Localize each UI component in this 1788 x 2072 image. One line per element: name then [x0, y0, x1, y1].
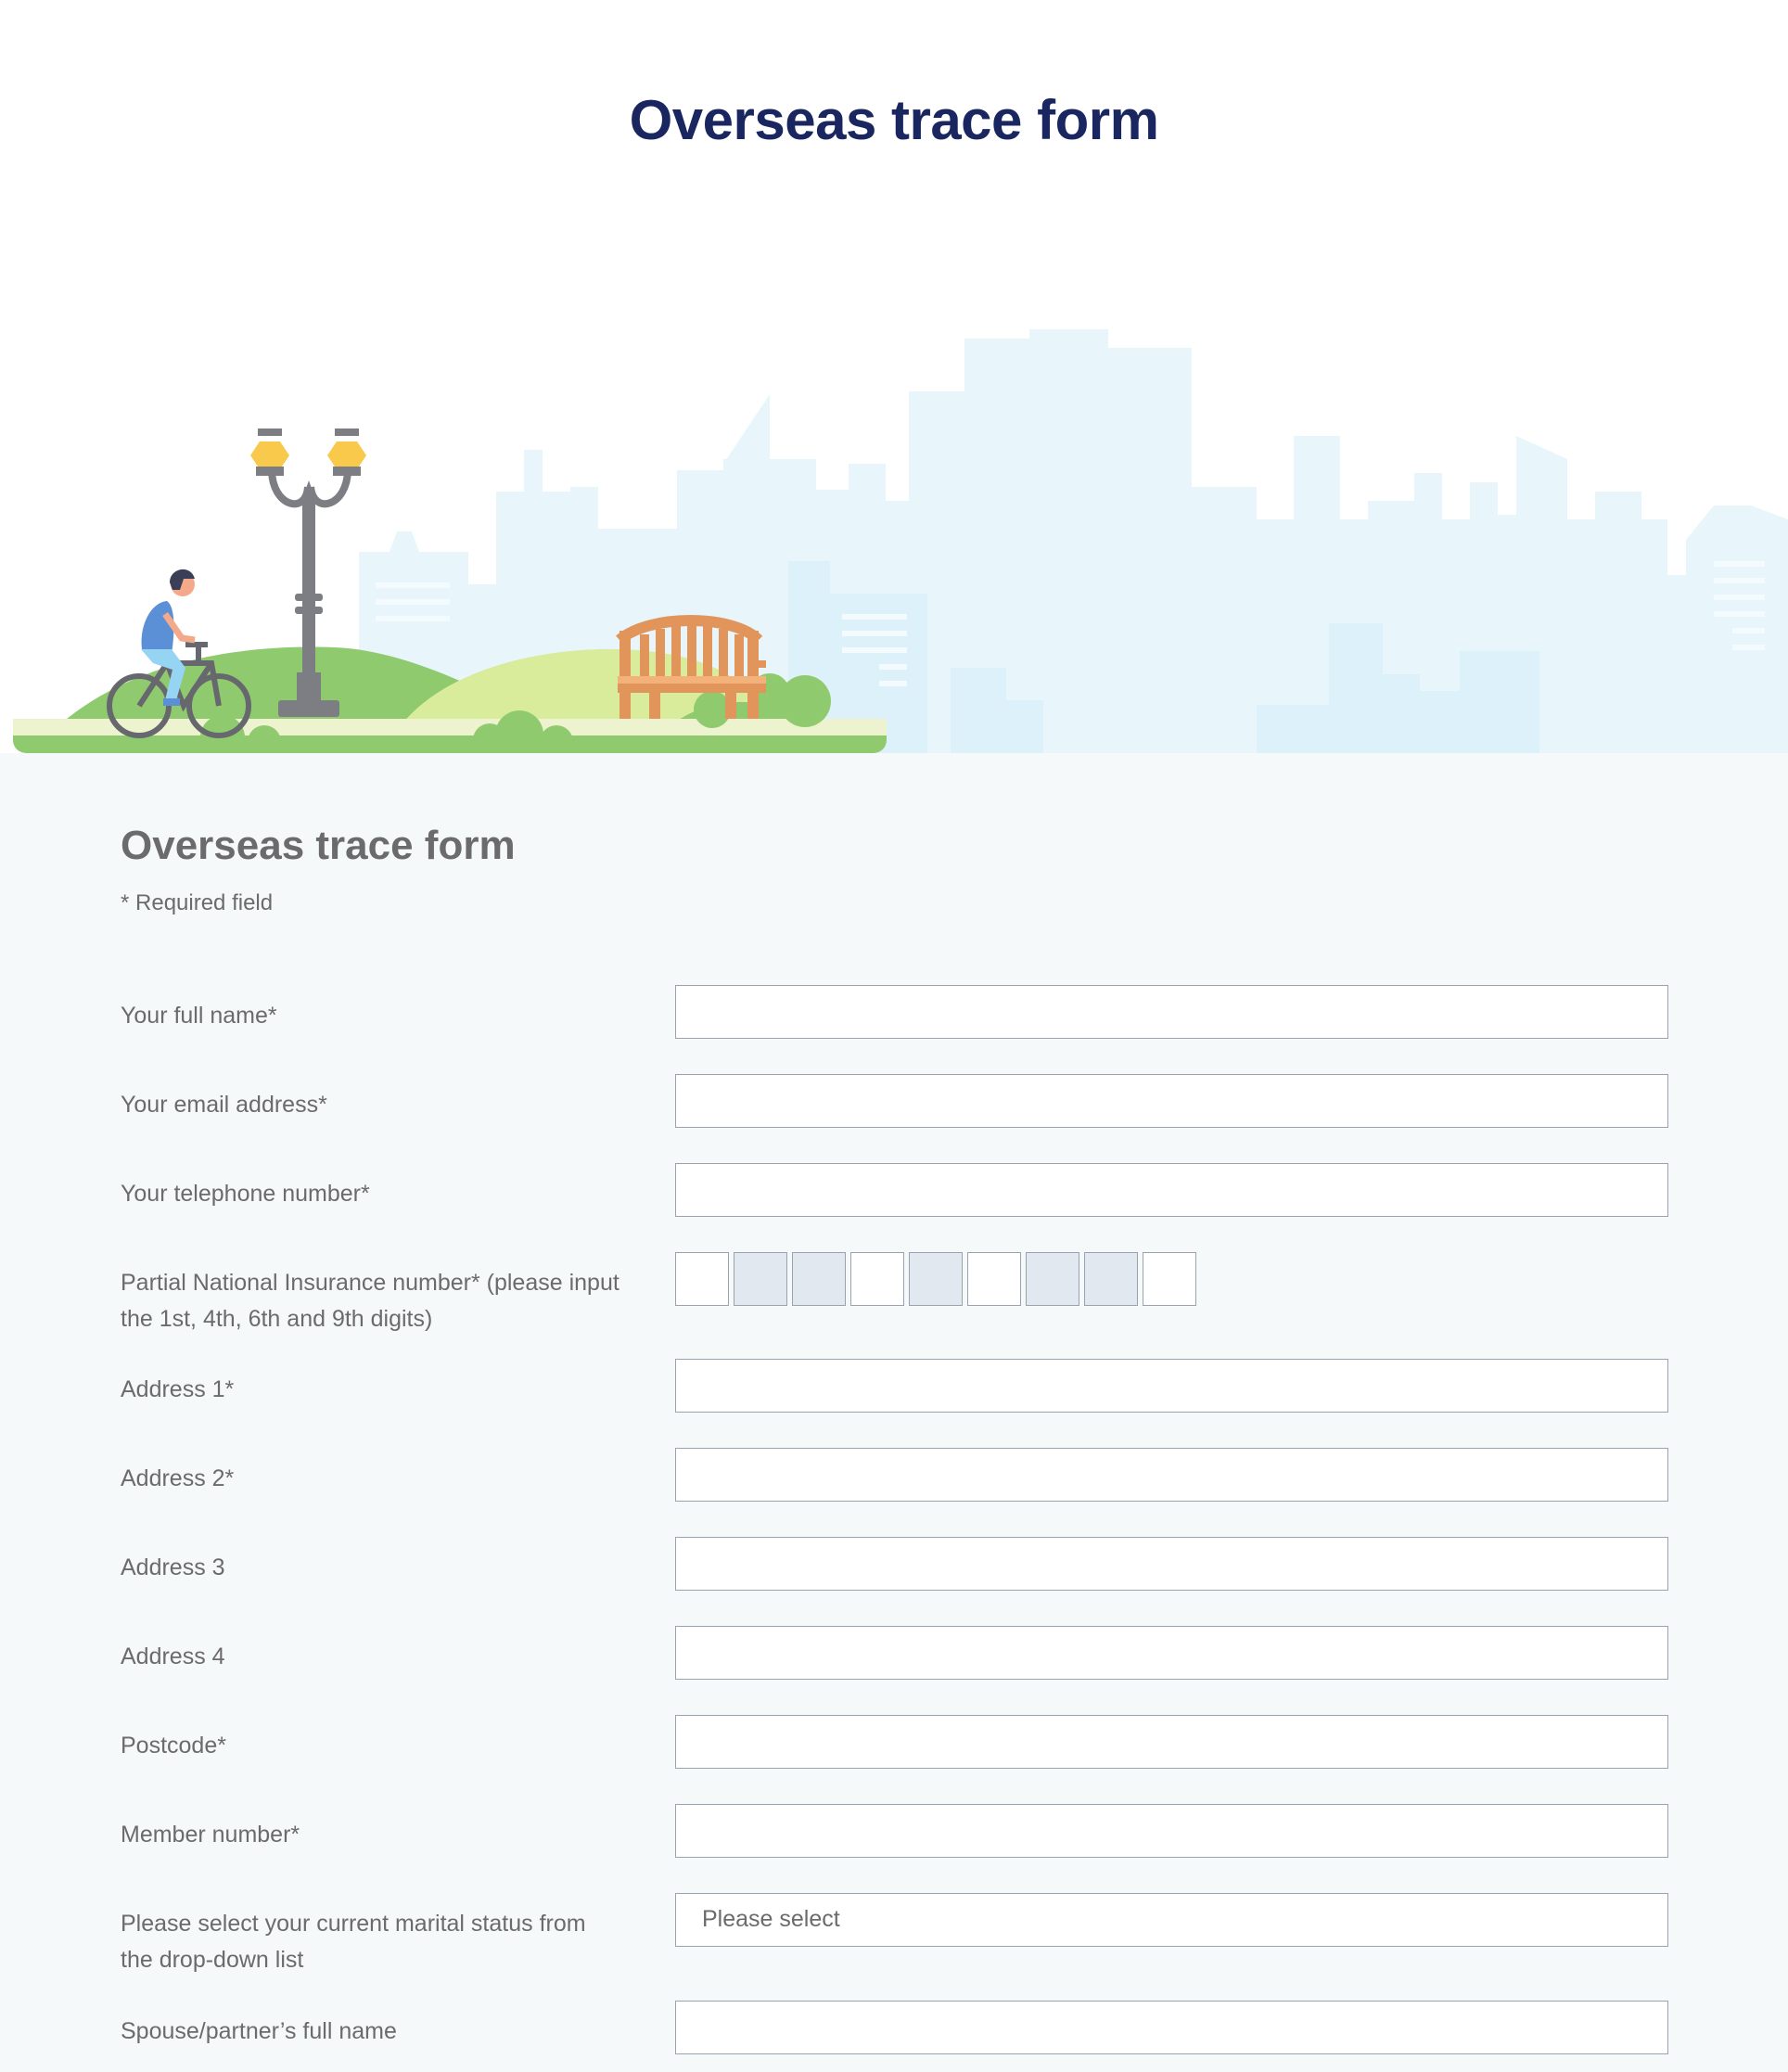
ni-number-label: Partial National Insurance number* (please input the 1st, 4th, 6th and 9th digits): [121, 1270, 619, 1332]
hero-illustration: [0, 185, 1788, 753]
ni-digit-4-input[interactable]: [850, 1252, 904, 1306]
spouse-name-label: Spouse/partner’s full name: [121, 2018, 397, 2044]
telephone-label: Your telephone number*: [121, 1181, 370, 1207]
full-name-label: Your full name*: [121, 1003, 277, 1029]
address4-input[interactable]: [675, 1626, 1668, 1680]
postcode-label: Postcode*: [121, 1733, 226, 1759]
email-input[interactable]: [675, 1074, 1668, 1128]
ni-digit-3-box: [792, 1252, 846, 1306]
marital-status-label: Please select your current marital status from the drop-down list: [121, 1911, 586, 1973]
ni-digit-6-input[interactable]: [967, 1252, 1021, 1306]
address2-input[interactable]: [675, 1448, 1668, 1502]
full-name-input[interactable]: [675, 985, 1668, 1039]
page-title: Overseas trace form: [629, 89, 1159, 151]
address4-label: Address 4: [121, 1644, 225, 1669]
telephone-input[interactable]: [675, 1163, 1668, 1217]
ni-digit-8-box: [1084, 1252, 1138, 1306]
member-number-input[interactable]: [675, 1804, 1668, 1858]
ni-digit-1-input[interactable]: [675, 1252, 729, 1306]
ni-digit-2-box: [734, 1252, 787, 1306]
marital-status-select[interactable]: Please select: [675, 1893, 1668, 1947]
spouse-name-input[interactable]: [675, 2001, 1668, 2054]
required-field-note: * Required field: [121, 890, 274, 915]
address1-label: Address 1*: [121, 1376, 235, 1402]
form-panel: [0, 753, 1788, 2072]
address3-input[interactable]: [675, 1537, 1668, 1591]
email-label: Your email address*: [121, 1092, 327, 1118]
ni-digit-5-box: [909, 1252, 963, 1306]
address1-input[interactable]: [675, 1359, 1668, 1413]
ni-digit-9-input[interactable]: [1143, 1252, 1196, 1306]
form-heading: Overseas trace form: [121, 823, 516, 868]
address3-label: Address 3: [121, 1554, 225, 1580]
member-number-label: Member number*: [121, 1822, 300, 1848]
ni-digit-7-box: [1026, 1252, 1079, 1306]
postcode-input[interactable]: [675, 1715, 1668, 1769]
address2-label: Address 2*: [121, 1465, 235, 1491]
